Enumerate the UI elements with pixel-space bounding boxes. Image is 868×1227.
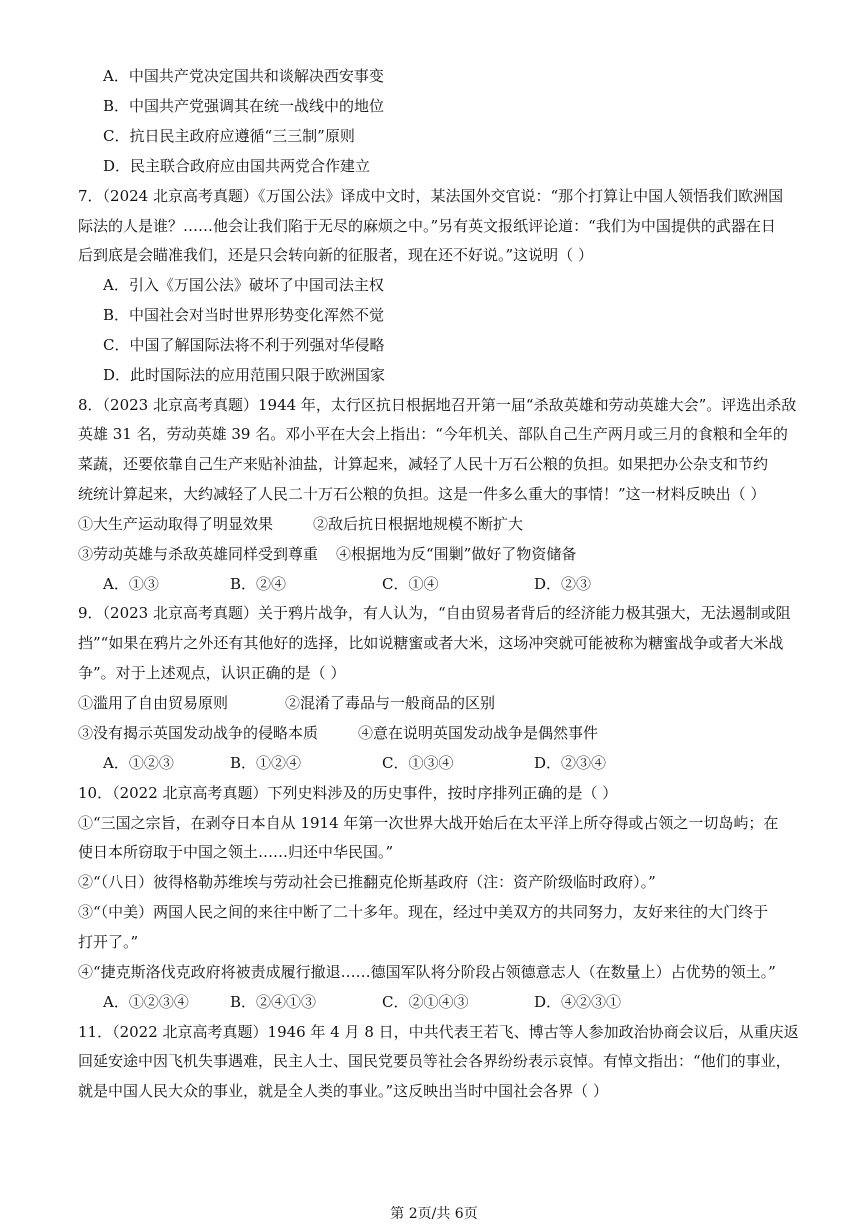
q6-option-b: B．中国共产党强调其在统一战线中的地位 [103,97,385,115]
q8-stem-line1: 8．（2023 北京高考真题）1944 年，太行区抗日根据地召开第一届“杀敌英雄和劳动英雄大会”。评选出杀敌 [78,396,797,414]
q10-item-1-line1: ①“三国之宗旨，在剥夺日本自从 1914 年第一次世界大战开始后在太平洋上所夺得或占领之一切岛屿；在 [78,814,779,832]
q8-stem-line4: 统统计算起来，大约减轻了人民二十万石公粮的负担。这是一件多么重大的事情！”这一材料反映出（ ） [78,485,766,503]
q9-item-1: ①滥用了自由贸易原则 [78,694,229,712]
q8-option-a: A．①③ [103,575,159,593]
q9-option-d: D．②③④ [534,754,607,772]
q9-item-4: ④意在说明英国发动战争是偶然事件 [358,724,599,742]
q7-option-d: D．此时国际法的应用范围只限于欧洲国家 [103,366,386,384]
q9-item-3: ③没有揭示英国发动战争的侵略本质 [78,724,319,742]
q9-stem-line1: 9．（2023 北京高考真题）关于鸦片战争，有人认为，“自由贸易者背后的经济能力极其强大，无法遏制或阻 [78,604,791,622]
q11-stem-line3: 就是中国人民大众的事业，就是全人类的事业。”这反映出当时中国社会各界（ ） [78,1082,608,1100]
q7-stem-line3: 后到底是会瞄准我们，还是只会转向新的征服者，现在还不好说。”这说明（ ） [78,246,593,264]
q10-item-4: ④“捷克斯洛伐克政府将被责成履行撤退……德国军队将分阶段占领德意志人（在数量上）占优势的领土。” [78,963,776,981]
q7-stem-line1: 7．（2024 北京高考真题）《万国公法》译成中文时，某法国外交官说：“那个打算让中国人领悟我们欧洲国 [78,187,784,205]
q7-stem-line2: 际法的人是谁？……他会让我们陷于无尽的麻烦之中。”另有英文报纸评论道：“我们为中国提供的武器在日 [78,217,776,235]
q10-stem-line1: 10．（2022 北京高考真题）下列史料涉及的历史事件，按时序排列正确的是（ ） [78,784,618,802]
q9-option-c: C．①③④ [382,754,454,772]
q9-option-b: B．①②④ [230,754,302,772]
q10-option-b: B．②④①③ [230,993,317,1011]
q6-option-c: C．抗日民主政府应遵循“三三制”原则 [103,127,355,145]
q8-stem-line2: 英雄 31 名，劳动英雄 39 名。邓小平在大会上指出：“今年机关、部队自己生产两月或三月的食粮和全年的 [78,425,788,443]
q11-stem-line2: 回延安途中因飞机失事遇难，民主人士、国民党要员等社会各界纷纷表示哀悼。有悼文指出：“他们的事业， [78,1052,791,1070]
page-number-footer: 第 2页/共 6页 [390,1206,478,1222]
q10-item-2: ②“（八日）彼得格勒苏维埃与劳动社会已推翻克伦斯基政府（注：资产阶级临时政府）。” [78,873,656,891]
q8-item-3: ③劳动英雄与杀敌英雄同样受到尊重 [78,545,319,563]
q8-item-4: ④根据地为反“围剿”做好了物资储备 [336,545,577,563]
q8-item-1: ①大生产运动取得了明显效果 [78,515,274,533]
q10-option-d: D．④②③① [534,993,622,1011]
q10-item-3-line1: ③“（中美）两国人民之间的来往中断了二十多年。现在，经过中美双方的共同努力，友好来往的大门终于 [78,903,769,921]
q9-stem-line3: 争”。对于上述观点，认识正确的是（ ） [78,664,346,682]
q10-item-3-line2: 打开了。” [78,933,139,951]
q8-option-d: D．②③ [534,575,592,593]
q9-option-a: A．①②③ [103,754,174,772]
q9-stem-line2: 挡”“如果在鸦片之外还有其他好的选择，比如说糖蜜或者大米，这场冲突就可能被称为糖蜜战争或者大米战 [78,634,784,652]
q8-item-2: ②敌后抗日根据地规模不断扩大 [313,515,524,533]
q10-option-a: A．①②③④ [103,993,189,1011]
q7-option-a: A．引入《万国公法》破坏了中国司法主权 [103,276,384,294]
q7-option-b: B．中国社会对当时世界形势变化浑然不觉 [103,306,385,324]
q8-option-b: B．②④ [230,575,287,593]
q7-option-c: C．中国了解国际法将不利于列强对华侵略 [103,336,385,354]
q8-stem-line3: 菜蔬，还要依靠自己生产来贴补油盐，计算起来，减轻了人民十万石公粮的负担。如果把办公杂支和节约 [78,455,769,473]
q11-stem-line1: 11．（2022 北京高考真题）1946 年 4 月 8 日，中共代表王若飞、博古等人参加政治协商会议后，从重庆返 [78,1023,799,1041]
q10-option-c: C．②①④③ [382,993,469,1011]
q10-item-1-line2: 使日本所窃取于中国之领土……归还中华民国。” [78,843,394,861]
q6-option-a: A．中国共产党决定国共和谈解决西安事变 [103,67,384,85]
q9-item-2: ②混淆了毒品与一般商品的区别 [285,694,496,712]
q8-option-c: C．①④ [382,575,439,593]
q6-option-d: D．民主联合政府应由国共两党合作建立 [103,157,371,175]
